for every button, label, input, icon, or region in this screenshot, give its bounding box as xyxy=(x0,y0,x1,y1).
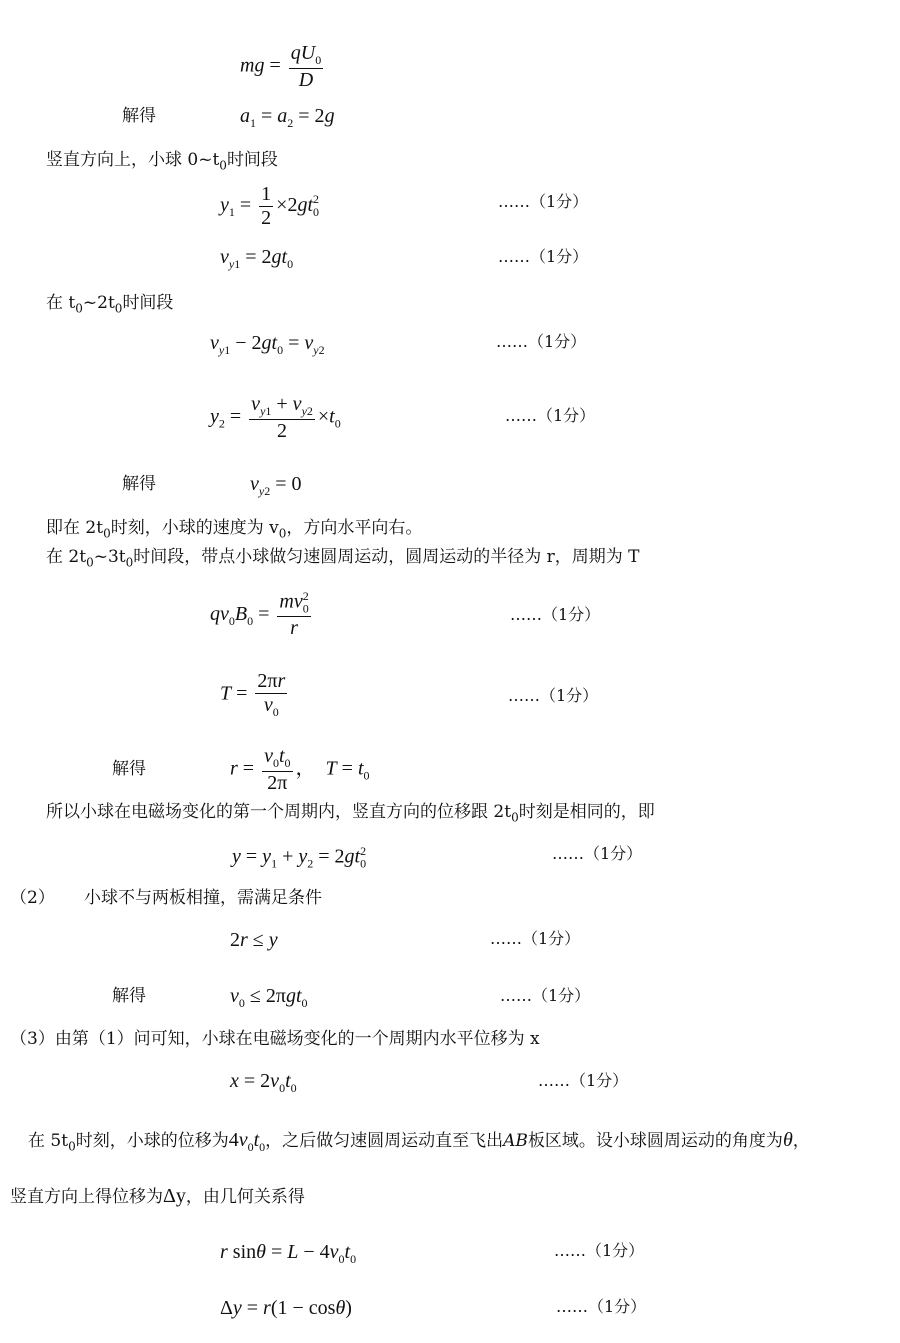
score-12: ……（1分） xyxy=(556,1297,647,1316)
equation-r-sin-theta: r $\sin\theta = L - 4v_0t_0$ xyxy=(220,1241,357,1266)
jiede-label-4: 解得 xyxy=(112,986,146,1006)
equation-mg: mg = $\frac{qU_0}{D}$ xyxy=(240,42,322,91)
jiede-label-1: 解得 xyxy=(122,106,156,126)
part2-text: 小球不与两板相撞，需满足条件 xyxy=(84,888,322,908)
equation-y1: $y_1$ = $\frac{1}{2}$ $\times 2gt_0^2$ xyxy=(220,183,320,229)
score-10: ……（1分） xyxy=(538,1071,629,1090)
equation-lorentz: $qv_0B_0$ = $\frac{mv_0^2}{r}$ xyxy=(210,589,309,640)
score-6: ……（1分） xyxy=(508,686,599,705)
equation-a1-a2: $a_1 = a_2 = 2g$ xyxy=(240,105,335,130)
score-11: ……（1分） xyxy=(554,1241,645,1260)
equation-vy2-zero: $v_{y2} = 0$ xyxy=(250,473,302,498)
score-2: ……（1分） xyxy=(498,247,589,266)
moment-text: 即在 $2t_0$时刻，小球的速度为 $v_0$，方向水平向右。 xyxy=(46,518,423,541)
equation-x: $x = 2v_0t_0$ xyxy=(230,1070,297,1095)
score-5: ……（1分） xyxy=(510,605,601,624)
equation-period: T = $\frac{2\pi r}{v_0}$ xyxy=(220,670,286,719)
t5-text: 在 $5t_0$时刻，小球的位移为$4v_0t_0$，之后做匀速圆周运动直至飞出AB板区域。设小球圆周运动的角度为θ， xyxy=(28,1129,810,1154)
score-9: ……（1分） xyxy=(500,986,591,1005)
circle-motion-text: 在 $2t_0\sim 3t_0$时间段，带点小球做匀速圆周运动，圆周运动的半径为 r，周期为 T xyxy=(46,547,640,570)
jiede-label-2: 解得 xyxy=(122,474,156,494)
equation-v0-condition: $v_0 \le 2\pi gt_0$ xyxy=(230,985,308,1010)
score-8: ……（1分） xyxy=(490,929,581,948)
score-1: ……（1分） xyxy=(498,192,589,211)
score-3: ……（1分） xyxy=(496,332,587,351)
dy-text: 竖直方向上得位移为Δy，由几何关系得 xyxy=(10,1185,305,1207)
vertical-intro-text: 竖直方向上，小球 $0\sim t_0$时间段 xyxy=(46,150,278,173)
segment2-text: 在 $t_0\sim 2t_0$时间段 xyxy=(46,293,174,316)
score-7: ……（1分） xyxy=(552,844,643,863)
part3-text: （3）由第（1）问可知，小球在电磁场变化的一个周期内水平位移为 x xyxy=(10,1029,540,1049)
equation-2r-le-y: 2r ≤ y xyxy=(230,929,278,951)
equation-delta-y: Δy = r(1 − cosθ) xyxy=(220,1297,352,1319)
equation-vy1-vy2: $v_{y1} - 2gt_0 = v_{y2}$ xyxy=(210,332,325,357)
part2-number: （2） xyxy=(10,888,55,908)
score-4: ……（1分） xyxy=(505,406,596,425)
equation-vy1: $v_{y1} = 2gt_0$ xyxy=(220,246,294,271)
equation-y-total: $y = y_1 + y_2 = 2gt_0^2$ xyxy=(232,844,367,871)
period-text: 所以小球在电磁场变化的第一个周期内，竖直方向的位移跟 $2t_0$时刻是相同的，即 xyxy=(46,802,655,825)
equation-r-T: r = $\frac{v_0t_0}{2\pi}$ ， $T = t_0$ xyxy=(230,745,370,794)
equation-y2: $y_2$ = $\frac{v_{y1} + v_{y2}}{2}$ $\times t_0$ xyxy=(210,393,341,442)
jiede-label-3: 解得 xyxy=(112,759,146,779)
